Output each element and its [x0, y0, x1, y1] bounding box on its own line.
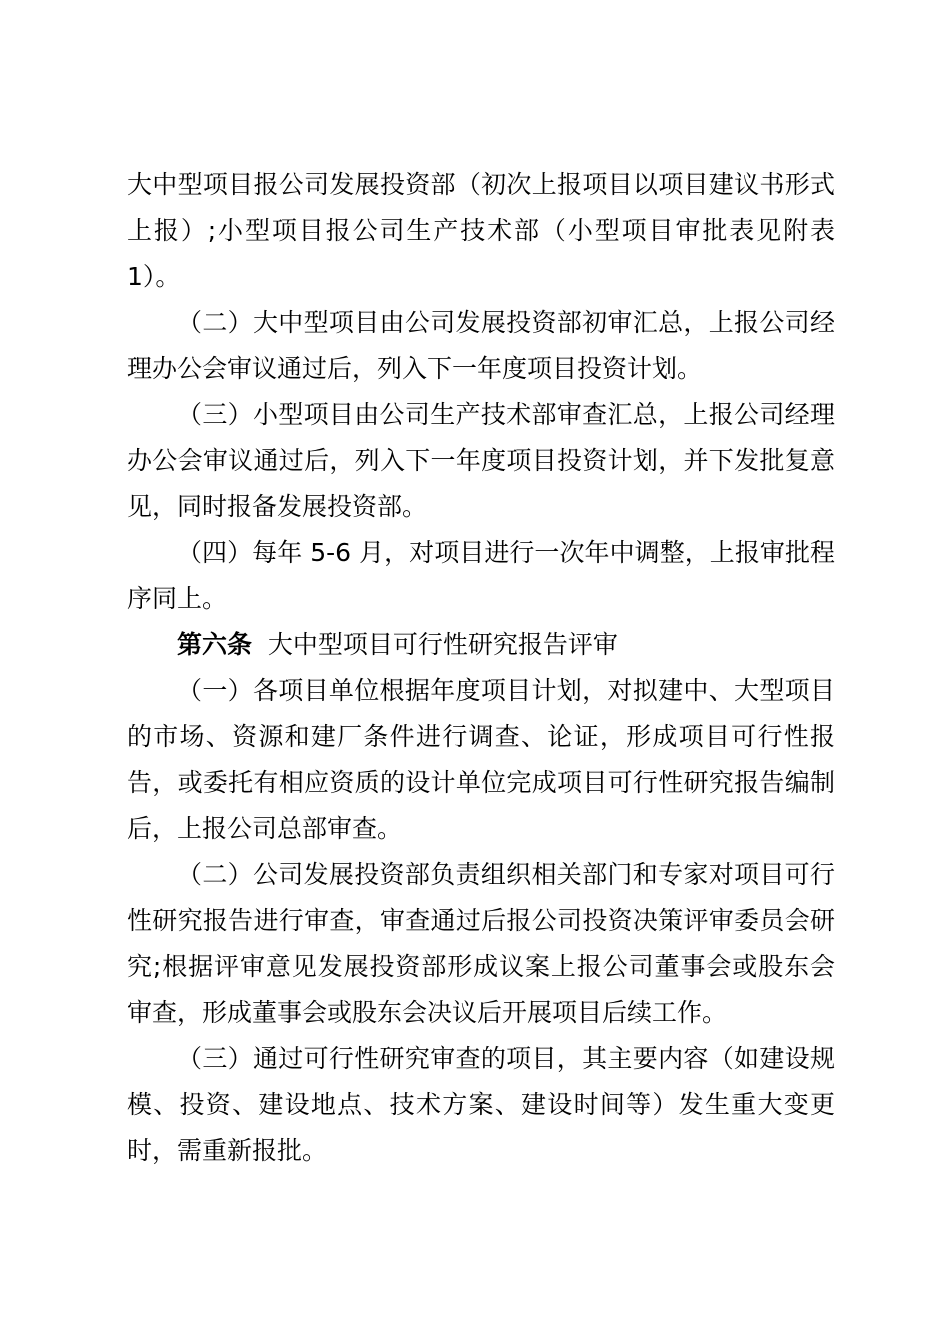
paragraph-article6-item2: （二）公司发展投资部负责组织相关部门和专家对项目可行性研究报告进行审查，审查通过后报公司投资决策评审委员会研究;根据评审意见发展投资部形成议案上报公司董事会或股东会审查，形成董事会或股东会决议后开展项目后续工作。	[127, 860, 835, 1027]
article6-heading	[127, 622, 835, 668]
paragraph-article5-item2: （二）大中型项目由公司发展投资部初审汇总，上报公司经理办公会审议通过后，列入下一年度项目投资计划。	[127, 308, 835, 383]
paragraph-article6-item1: （一）各项目单位根据年度项目计划，对拟建中、大型项目的市场、资源和建厂条件进行调查、论证，形成项目可行性报告，或委托有相应资质的设计单位完成项目可行性研究报告编制后，上报公司总部审查。	[127, 676, 835, 843]
paragraph-article5-item4: （四）每年 5-6 月，对项目进行一次年中调整，上报审批程序同上。	[127, 538, 835, 613]
paragraph-article6-item3: （三）通过可行性研究审查的项目，其主要内容（如建设规模、投资、建设地点、技术方案、建设时间等）发生重大变更时，需重新报批。	[127, 1044, 835, 1165]
paragraph-continued: 大中型项目报公司发展投资部（初次上报项目以项目建议书形式上报）;小型项目报公司生产技术部（小型项目审批表见附表 1）。	[127, 170, 835, 291]
article6-title: 大中型项目可行性研究报告评审	[267, 630, 618, 659]
document-page	[127, 162, 835, 1174]
article6-label: 第六条	[177, 630, 253, 659]
paragraph-article5-item3: （三）小型项目由公司生产技术部审查汇总，上报公司经理办公会审议通过后，列入下一年度项目投资计划，并下发批复意见，同时报备发展投资部。	[127, 400, 835, 521]
